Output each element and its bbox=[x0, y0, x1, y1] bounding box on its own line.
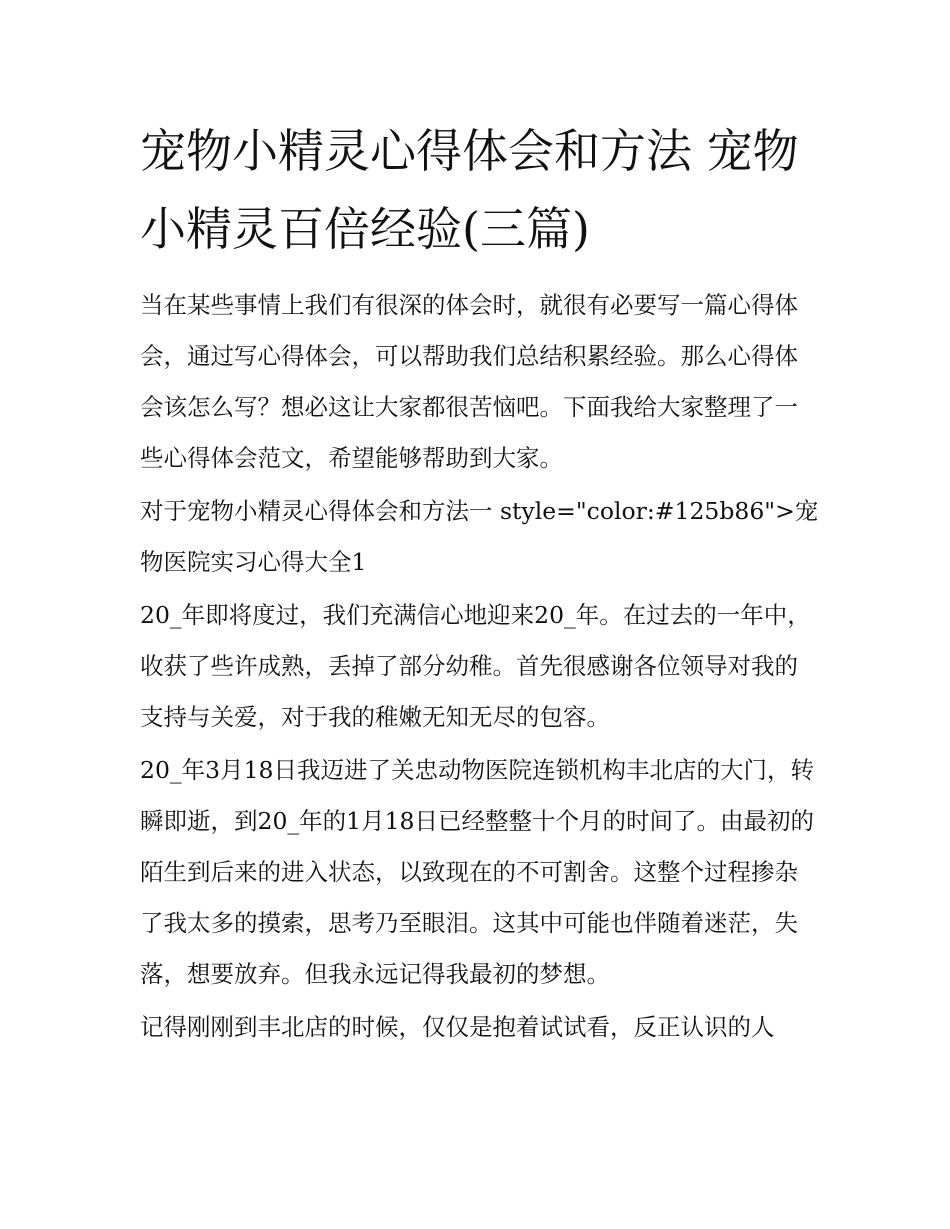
paragraph-year-summary: 20_年即将度过，我们充满信心地迎来20_年。在过去的一年中，收获了些许成熟，丢掉了部分幼稚。首先很感谢各位领导对我的支持与关爱，对于我的稚嫩无知无尽的包容。 bbox=[140, 601, 811, 731]
paragraph-section-heading: 对于宠物小精灵心得体会和方法一 style="color:#125b86">宠物医院实习心得大全1 bbox=[140, 497, 819, 576]
paragraph-first-days: 记得刚刚到丰北店的时候，仅仅是抱着试试看，反正认识的人 bbox=[140, 1013, 775, 1041]
paragraph-hospital-experience: 20_年3月18日我迈进了关忠动物医院连锁机构丰北店的大门，转瞬即逝，到20_年的1月18日已经整整十个月的时间了。由最初的陌生到后来的进入状态，以致现在的不可割舍。这整个过程掺杂了我太多的摸索，思考乃至眼泪。这其中可能也伴随着迷茫，失落，想要放弃。但我永远记得我最初的梦想。 bbox=[140, 756, 815, 988]
document-title: 宠物小精灵心得体会和方法 宠物小精灵百倍经验(三篇) bbox=[140, 124, 799, 256]
document-body bbox=[140, 280, 820, 1055]
paragraph-intro: 当在某些事情上我们有很深的体会时，就很有必要写一篇心得体会，通过写心得体会，可以帮助我们总结积累经验。那么心得体会该怎么写？想必这让大家都很苦恼吧。下面我给大家整理了一些心得体会范文，希望能够帮助到大家。 bbox=[140, 291, 798, 472]
